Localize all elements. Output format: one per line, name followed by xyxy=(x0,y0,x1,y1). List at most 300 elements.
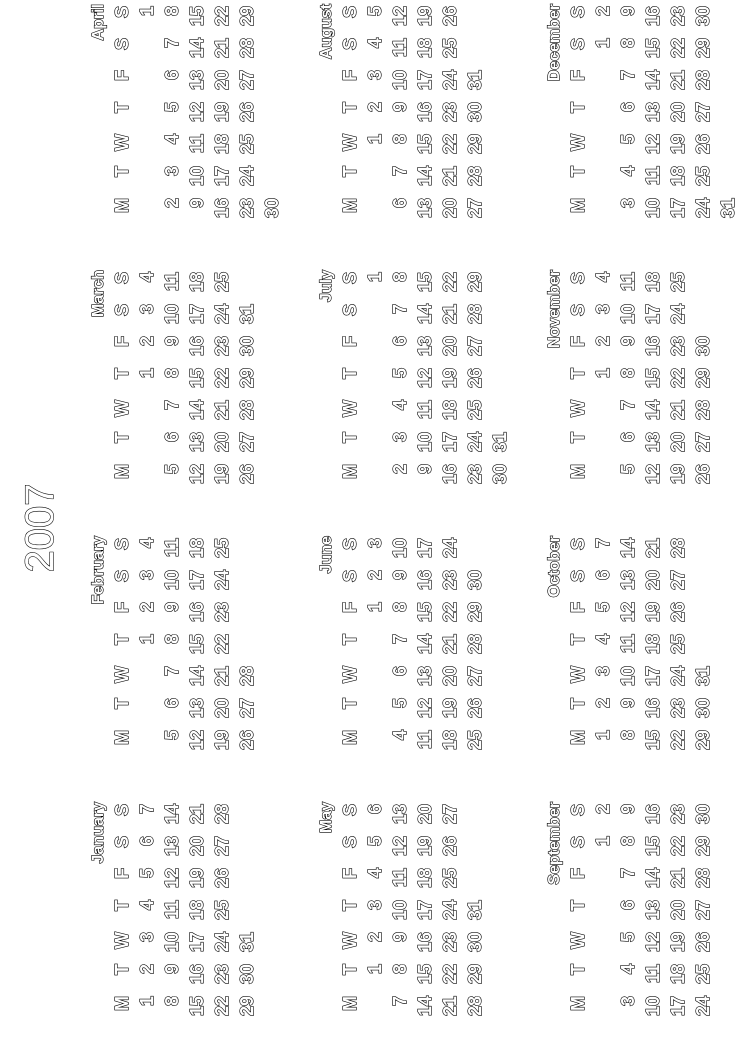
weekday-header: T xyxy=(112,432,132,443)
day-cell: 28 xyxy=(212,804,232,825)
day-cell: 13 xyxy=(187,432,207,453)
weekday-header: T xyxy=(568,432,588,443)
day-cell: 30 xyxy=(237,336,257,357)
empty-cell xyxy=(591,134,616,166)
day-cell: 13 xyxy=(643,432,663,453)
day-cell: 26 xyxy=(237,102,257,123)
day-cell: 14 xyxy=(415,634,435,655)
day-cell: 11 xyxy=(390,868,410,888)
weekday-header: W xyxy=(340,134,360,151)
empty-cell xyxy=(363,166,388,198)
day-cell: 6 xyxy=(593,570,613,581)
empty-cell xyxy=(591,964,616,996)
day-cell: 17 xyxy=(187,570,207,591)
day-cell: 17 xyxy=(643,666,663,687)
day-cell: 14 xyxy=(643,400,663,421)
weekday-header: T xyxy=(112,964,132,975)
day-cell: 28 xyxy=(465,166,485,187)
day-cell: 29 xyxy=(693,38,713,59)
day-cell: 20 xyxy=(643,570,663,591)
day-cell: 29 xyxy=(693,836,713,857)
day-cell: 28 xyxy=(237,38,257,59)
empty-cell xyxy=(363,634,388,666)
day-cell: 4 xyxy=(365,868,385,879)
weekday-header: W xyxy=(568,400,588,417)
day-cell: 28 xyxy=(465,304,485,325)
day-cell: 10 xyxy=(162,570,182,591)
day-cell: 23 xyxy=(212,336,232,357)
month-grid xyxy=(338,804,488,1028)
weekday-header: S xyxy=(568,6,588,19)
day-cell: 16 xyxy=(415,932,435,953)
year-title: 2007 xyxy=(18,483,62,573)
day-cell: 3 xyxy=(137,932,157,943)
day-cell: 14 xyxy=(618,538,638,559)
day-cell: 28 xyxy=(693,400,713,421)
day-cell: 17 xyxy=(643,304,663,325)
day-cell: 10 xyxy=(390,900,410,921)
day-cell: 1 xyxy=(365,602,385,613)
day-cell: 21 xyxy=(440,996,460,1017)
day-cell: 3 xyxy=(137,304,157,315)
day-cell: 25 xyxy=(693,964,713,985)
day-cell: 9 xyxy=(618,336,638,347)
month-name: July xyxy=(318,270,335,303)
day-cell: 9 xyxy=(618,6,638,17)
day-cell: 17 xyxy=(440,432,460,453)
day-cell: 2 xyxy=(593,6,613,17)
weekday-header: M xyxy=(568,464,588,479)
day-cell: 15 xyxy=(415,602,435,623)
day-cell: 20 xyxy=(440,198,460,219)
day-cell: 20 xyxy=(440,666,460,687)
day-cell: 4 xyxy=(137,272,157,283)
day-cell: 27 xyxy=(237,698,257,719)
day-cell: 25 xyxy=(212,272,232,293)
day-cell: 3 xyxy=(390,432,410,443)
weekday-header: F xyxy=(340,602,360,613)
weekday-header: S xyxy=(112,304,132,317)
weekday-header: S xyxy=(112,538,132,551)
weekday-header: F xyxy=(340,336,360,347)
day-cell: 12 xyxy=(162,868,182,889)
empty-cell xyxy=(363,698,388,730)
day-cell: 3 xyxy=(593,304,613,315)
day-cell: 3 xyxy=(593,666,613,677)
day-cell: 6 xyxy=(162,698,182,709)
day-cell: 27 xyxy=(668,570,688,591)
day-cell: 16 xyxy=(187,336,207,357)
day-cell: 1 xyxy=(593,836,613,847)
day-cell: 25 xyxy=(440,868,460,889)
empty-cell xyxy=(591,198,616,230)
day-cell: 26 xyxy=(212,868,232,889)
empty-cell xyxy=(591,996,616,1028)
empty-cell xyxy=(135,70,160,102)
weekday-header: M xyxy=(112,996,132,1011)
day-cell: 1 xyxy=(365,272,385,283)
day-cell: 16 xyxy=(440,464,460,485)
day-cell: 21 xyxy=(643,538,663,559)
day-cell: 26 xyxy=(237,464,257,485)
day-cell: 10 xyxy=(618,666,638,687)
day-cell: 13 xyxy=(415,198,435,219)
weekday-header: F xyxy=(340,70,360,81)
day-cell: 25 xyxy=(237,134,257,155)
day-cell: 8 xyxy=(162,368,182,379)
day-cell: 20 xyxy=(212,432,232,453)
weekday-header: T xyxy=(340,166,360,177)
day-cell: 25 xyxy=(465,400,485,421)
weekday-header: S xyxy=(340,6,360,19)
day-cell: 14 xyxy=(643,868,663,889)
day-cell: 12 xyxy=(415,368,435,389)
day-cell: 10 xyxy=(390,70,410,91)
day-cell: 30 xyxy=(465,102,485,123)
day-cell: 22 xyxy=(212,6,232,27)
day-cell: 18 xyxy=(415,868,435,889)
day-cell: 10 xyxy=(643,996,663,1017)
month-grid xyxy=(338,272,513,496)
month-grid xyxy=(338,538,488,762)
weekday-header: T xyxy=(340,900,360,911)
day-cell: 3 xyxy=(618,996,638,1007)
day-cell: 13 xyxy=(187,698,207,719)
day-cell: 17 xyxy=(668,996,688,1017)
day-cell: 29 xyxy=(465,272,485,293)
day-cell: 13 xyxy=(162,836,182,857)
month-name: April xyxy=(90,4,107,41)
day-cell: 12 xyxy=(390,6,410,27)
weekday-header: M xyxy=(340,996,360,1011)
day-cell: 3 xyxy=(137,570,157,581)
day-cell: 26 xyxy=(693,134,713,155)
day-cell: 20 xyxy=(668,102,688,123)
weekday-header: F xyxy=(340,868,360,879)
weekday-header: S xyxy=(112,570,132,583)
day-cell: 23 xyxy=(440,932,460,953)
day-cell: 18 xyxy=(668,964,688,985)
day-cell: 20 xyxy=(212,698,232,719)
day-cell: 16 xyxy=(212,198,232,219)
weekday-header: S xyxy=(568,272,588,285)
empty-cell xyxy=(135,198,160,230)
empty-cell xyxy=(591,932,616,964)
day-cell: 12 xyxy=(187,102,207,123)
day-cell: 24 xyxy=(693,996,713,1017)
weekday-header: T xyxy=(340,634,360,645)
day-cell: 9 xyxy=(618,698,638,709)
day-cell: 4 xyxy=(618,964,638,975)
empty-cell xyxy=(591,400,616,432)
day-cell: 9 xyxy=(390,932,410,943)
empty-cell xyxy=(363,304,388,336)
day-cell: 24 xyxy=(668,666,688,687)
day-cell: 30 xyxy=(693,336,713,357)
day-cell: 15 xyxy=(643,836,663,857)
weekday-header: W xyxy=(112,666,132,683)
day-cell: 29 xyxy=(237,996,257,1017)
weekday-header: S xyxy=(112,836,132,849)
day-cell: 22 xyxy=(212,996,232,1017)
day-cell: 15 xyxy=(643,368,663,389)
day-cell: 3 xyxy=(365,70,385,81)
day-cell: 11 xyxy=(162,538,182,558)
weekday-header: T xyxy=(568,900,588,911)
day-cell: 9 xyxy=(415,464,435,475)
day-cell: 14 xyxy=(187,666,207,687)
day-cell: 13 xyxy=(643,900,663,921)
day-cell: 26 xyxy=(440,6,460,27)
weekday-header: W xyxy=(112,932,132,949)
day-cell: 22 xyxy=(440,272,460,293)
weekday-header: S xyxy=(340,272,360,285)
day-cell: 22 xyxy=(440,134,460,155)
weekday-header: F xyxy=(568,868,588,879)
day-cell: 20 xyxy=(668,432,688,453)
day-cell: 29 xyxy=(465,602,485,623)
day-cell: 14 xyxy=(643,70,663,91)
day-cell: 7 xyxy=(390,634,410,645)
day-cell: 1 xyxy=(593,38,613,49)
empty-cell xyxy=(135,38,160,70)
day-cell: 8 xyxy=(162,996,182,1007)
day-cell: 28 xyxy=(237,666,257,687)
weekday-header: S xyxy=(568,38,588,51)
day-cell: 2 xyxy=(137,602,157,613)
day-cell: 18 xyxy=(187,538,207,559)
day-cell: 26 xyxy=(693,932,713,953)
weekday-header: W xyxy=(340,400,360,417)
day-cell: 7 xyxy=(593,538,613,549)
day-cell: 26 xyxy=(237,730,257,751)
day-cell: 25 xyxy=(668,634,688,655)
day-cell: 15 xyxy=(643,730,663,751)
empty-cell xyxy=(135,698,160,730)
day-cell: 16 xyxy=(415,570,435,591)
day-cell: 30 xyxy=(693,6,713,27)
day-cell: 19 xyxy=(415,836,435,857)
weekday-header: M xyxy=(112,464,132,479)
day-cell: 7 xyxy=(618,400,638,411)
weekday-header: T xyxy=(112,102,132,113)
day-cell: 4 xyxy=(390,400,410,411)
day-cell: 31 xyxy=(693,666,713,687)
month-grid xyxy=(338,6,488,230)
weekday-header: M xyxy=(112,730,132,745)
day-cell: 15 xyxy=(187,368,207,389)
weekday-header: F xyxy=(112,602,132,613)
day-cell: 23 xyxy=(212,602,232,623)
day-cell: 8 xyxy=(618,730,638,741)
day-cell: 13 xyxy=(415,336,435,357)
day-cell: 8 xyxy=(390,964,410,975)
day-cell: 31 xyxy=(718,198,738,219)
day-cell: 7 xyxy=(390,996,410,1007)
day-cell: 11 xyxy=(162,272,182,292)
weekday-header: T xyxy=(568,964,588,975)
day-cell: 19 xyxy=(440,698,460,719)
day-cell: 18 xyxy=(415,38,435,59)
day-cell: 1 xyxy=(137,634,157,645)
day-cell: 14 xyxy=(415,304,435,325)
day-cell: 11 xyxy=(162,900,182,920)
day-cell: 12 xyxy=(187,730,207,751)
weekday-header: M xyxy=(340,464,360,479)
day-cell: 13 xyxy=(643,102,663,123)
day-cell: 9 xyxy=(162,336,182,347)
day-cell: 23 xyxy=(440,102,460,123)
day-cell: 14 xyxy=(187,38,207,59)
day-cell: 29 xyxy=(465,964,485,985)
day-cell: 18 xyxy=(668,166,688,187)
weekday-header: T xyxy=(340,698,360,709)
day-cell: 24 xyxy=(693,198,713,219)
day-cell: 1 xyxy=(137,368,157,379)
weekday-header: S xyxy=(340,538,360,551)
weekday-header: T xyxy=(568,634,588,645)
weekday-header: T xyxy=(568,368,588,379)
day-cell: 1 xyxy=(593,730,613,741)
weekday-header: S xyxy=(568,304,588,317)
weekday-header: T xyxy=(340,432,360,443)
day-cell: 16 xyxy=(643,804,663,825)
day-cell: 5 xyxy=(618,134,638,145)
day-cell: 23 xyxy=(668,336,688,357)
weekday-header: S xyxy=(112,804,132,817)
day-cell: 23 xyxy=(440,570,460,591)
weekday-header: S xyxy=(112,272,132,285)
day-cell: 18 xyxy=(187,272,207,293)
day-cell: 30 xyxy=(465,570,485,591)
day-cell: 2 xyxy=(390,464,410,475)
day-cell: 28 xyxy=(693,70,713,91)
day-cell: 27 xyxy=(465,336,485,357)
day-cell: 27 xyxy=(440,804,460,825)
empty-cell xyxy=(135,464,160,496)
day-cell: 8 xyxy=(390,272,410,283)
empty-cell xyxy=(135,730,160,762)
day-cell: 4 xyxy=(593,634,613,645)
day-cell: 20 xyxy=(668,900,688,921)
weekday-header: T xyxy=(340,102,360,113)
day-cell: 1 xyxy=(365,134,385,145)
day-cell: 17 xyxy=(415,70,435,91)
day-cell: 11 xyxy=(618,634,638,654)
day-cell: 25 xyxy=(693,166,713,187)
day-cell: 25 xyxy=(212,900,232,921)
month-name: November xyxy=(546,270,563,349)
day-cell: 12 xyxy=(390,836,410,857)
day-cell: 31 xyxy=(237,932,257,953)
day-cell: 22 xyxy=(668,730,688,751)
day-cell: 7 xyxy=(162,400,182,411)
day-cell: 17 xyxy=(668,198,688,219)
weekday-header: F xyxy=(112,868,132,879)
day-cell: 31 xyxy=(237,304,257,325)
day-cell: 27 xyxy=(465,198,485,219)
day-cell: 30 xyxy=(237,964,257,985)
month-name: June xyxy=(318,536,335,574)
month-name: February xyxy=(90,536,107,605)
day-cell: 19 xyxy=(212,464,232,485)
day-cell: 30 xyxy=(262,198,282,219)
weekday-header: S xyxy=(340,570,360,583)
month-grid xyxy=(566,6,741,230)
day-cell: 5 xyxy=(365,6,385,17)
day-cell: 15 xyxy=(415,964,435,985)
day-cell: 11 xyxy=(390,38,410,58)
day-cell: 5 xyxy=(162,730,182,741)
day-cell: 19 xyxy=(415,6,435,27)
day-cell: 24 xyxy=(440,900,460,921)
month-name: August xyxy=(318,4,335,60)
day-cell: 17 xyxy=(187,932,207,953)
day-cell: 22 xyxy=(668,38,688,59)
day-cell: 19 xyxy=(440,368,460,389)
day-cell: 29 xyxy=(693,368,713,389)
weekday-header: S xyxy=(340,804,360,817)
day-cell: 30 xyxy=(465,932,485,953)
day-cell: 6 xyxy=(618,900,638,911)
weekday-header: M xyxy=(112,198,132,213)
day-cell: 1 xyxy=(365,964,385,975)
day-cell: 18 xyxy=(643,272,663,293)
day-cell: 7 xyxy=(137,804,157,815)
day-cell: 5 xyxy=(365,836,385,847)
day-cell: 2 xyxy=(593,698,613,709)
day-cell: 6 xyxy=(390,336,410,347)
day-cell: 10 xyxy=(643,198,663,219)
day-cell: 23 xyxy=(668,698,688,719)
day-cell: 22 xyxy=(668,368,688,389)
month-grid xyxy=(110,538,260,762)
day-cell: 4 xyxy=(390,730,410,741)
weekday-header: S xyxy=(340,38,360,51)
day-cell: 9 xyxy=(162,964,182,975)
empty-cell xyxy=(363,464,388,496)
empty-cell xyxy=(591,166,616,198)
empty-cell xyxy=(363,368,388,400)
day-cell: 24 xyxy=(440,70,460,91)
weekday-header: M xyxy=(340,198,360,213)
day-cell: 21 xyxy=(668,400,688,421)
weekday-header: W xyxy=(568,134,588,151)
day-cell: 4 xyxy=(618,166,638,177)
day-cell: 25 xyxy=(440,38,460,59)
month-grid xyxy=(110,272,260,496)
day-cell: 15 xyxy=(187,634,207,655)
empty-cell xyxy=(363,730,388,762)
weekday-header: W xyxy=(340,666,360,683)
day-cell: 16 xyxy=(187,602,207,623)
day-cell: 9 xyxy=(162,602,182,613)
day-cell: 26 xyxy=(693,464,713,485)
weekday-header: T xyxy=(568,698,588,709)
day-cell: 10 xyxy=(187,166,207,187)
day-cell: 9 xyxy=(390,570,410,581)
weekday-header: S xyxy=(112,6,132,19)
month-grid xyxy=(566,804,716,1028)
day-cell: 2 xyxy=(365,102,385,113)
empty-cell xyxy=(363,666,388,698)
day-cell: 17 xyxy=(212,166,232,187)
day-cell: 9 xyxy=(390,102,410,113)
day-cell: 19 xyxy=(187,868,207,889)
day-cell: 20 xyxy=(212,70,232,91)
day-cell: 7 xyxy=(162,38,182,49)
day-cell: 3 xyxy=(365,538,385,549)
